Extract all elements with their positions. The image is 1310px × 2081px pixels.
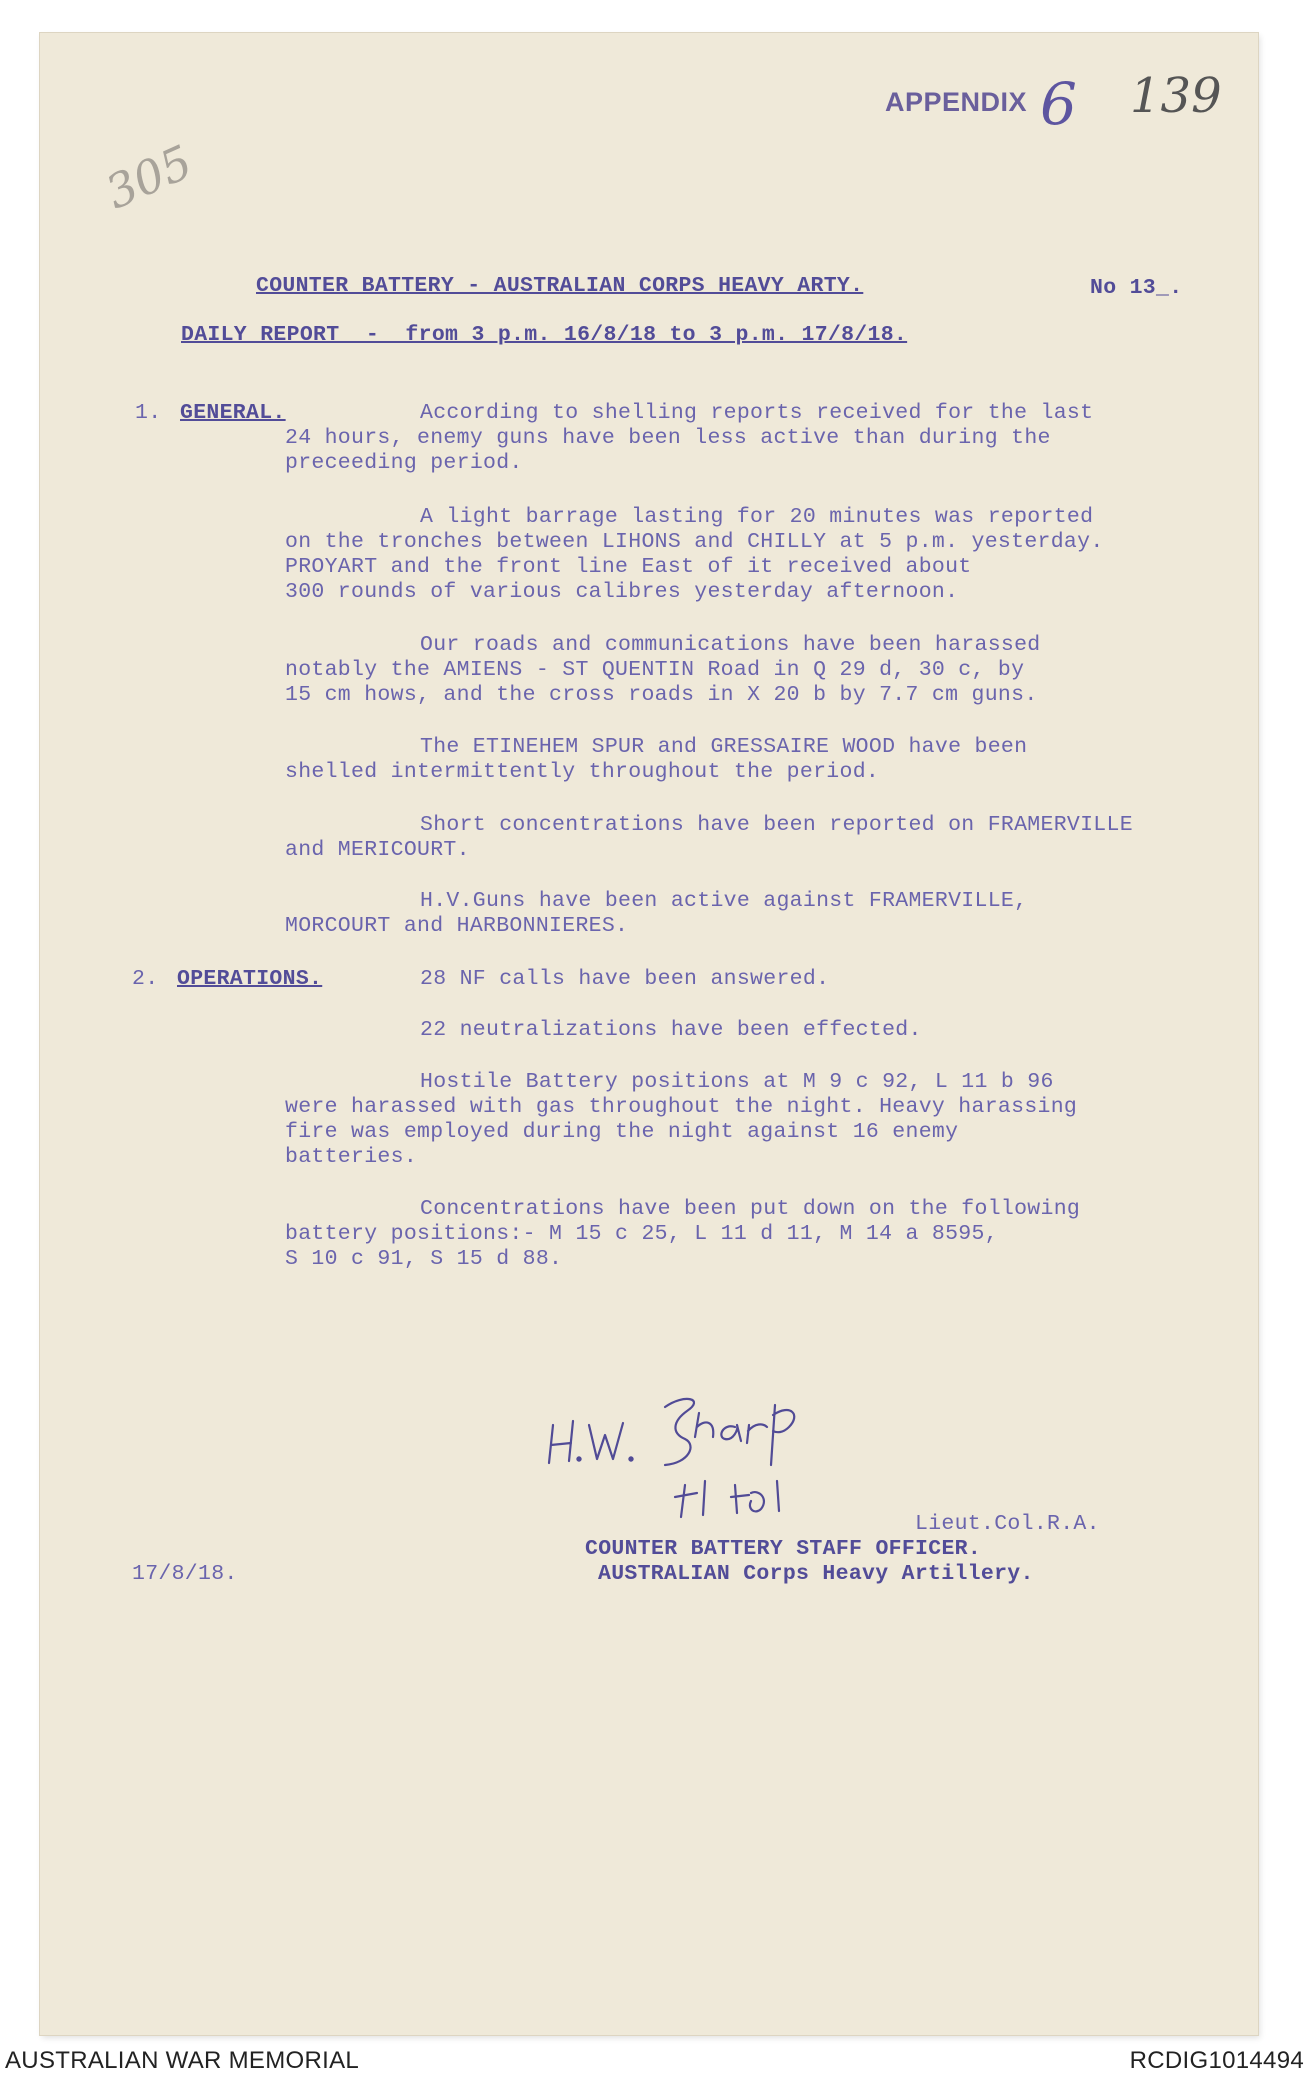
- signer-unit: AUSTRALIAN Corps Heavy Artillery.: [598, 1562, 1034, 1586]
- text-line: S 10 c 91, S 15 d 88.: [285, 1247, 563, 1271]
- report-title: COUNTER BATTERY - AUSTRALIAN CORPS HEAVY ARTY.: [256, 274, 864, 298]
- text-line: The ETINEHEM SPUR and GRESSAIRE WOOD have been: [420, 735, 1028, 759]
- text-line: Hostile Battery positions at M 9 c 92, L 11 b 96: [420, 1070, 1054, 1094]
- report-period: DAILY REPORT - from 3 p.m. 16/8/18 to 3 p.m. 17/8/18.: [181, 323, 908, 347]
- text-line: H.V.Guns have been active against FRAMERVILLE,: [420, 889, 1028, 913]
- text-line: and MERICOURT.: [285, 838, 470, 862]
- section-number: 2.: [132, 967, 159, 991]
- text-line: A light barrage lasting for 20 minutes was reported: [420, 505, 1094, 529]
- handwritten-signature: [545, 1385, 845, 1525]
- appendix-number: 6: [1040, 70, 1077, 138]
- text-line: 15 cm hows, and the cross roads in X 20 b by 7.7 cm guns.: [285, 683, 1038, 707]
- archive-credit: AUSTRALIAN WAR MEMORIAL: [5, 2047, 360, 2074]
- archive-id: RCDIG1014494: [1129, 2047, 1304, 2074]
- text-line: notably the AMIENS - ST QUENTIN Road in Q 29 d, 30 c, by: [285, 658, 1025, 682]
- text-line: PROYART and the front line East of it received about: [285, 555, 972, 579]
- text-line: shelled intermittently throughout the period.: [285, 760, 880, 784]
- section-number: 1.: [135, 401, 162, 425]
- text-line: 28 NF calls have been answered.: [420, 967, 830, 991]
- section-heading-general: GENERAL.: [180, 401, 286, 425]
- appendix-label: APPENDIX: [885, 87, 1028, 117]
- pencil-note: 305: [97, 134, 200, 220]
- section-heading-operations: OPERATIONS.: [177, 967, 323, 991]
- text-line: Short concentrations have been reported on FRAMERVILLE: [420, 813, 1133, 837]
- folio-number: 139: [1130, 68, 1222, 124]
- text-line: Our roads and communications have been harassed: [420, 633, 1041, 657]
- text-line: batteries.: [285, 1145, 418, 1169]
- text-line: According to shelling reports received for the last: [420, 401, 1094, 425]
- signer-rank: Lieut.Col.R.A.: [915, 1512, 1100, 1536]
- text-line: MORCOURT and HARBONNIERES.: [285, 914, 629, 938]
- text-line: 22 neutralizations have been effected.: [420, 1018, 922, 1042]
- text-line: were harassed with gas throughout the night. Heavy harassing: [285, 1095, 1078, 1119]
- text-line: on the tronches between LIHONS and CHILLY at 5 p.m. yesterday.: [285, 530, 1104, 554]
- text-line: Concentrations have been put down on the following: [420, 1197, 1081, 1221]
- text-line: battery positions:- M 15 c 25, L 11 d 11, M 14 a 8595,: [285, 1222, 998, 1246]
- text-line: 24 hours, enemy guns have been less active than during the: [285, 426, 1051, 450]
- text-line: fire was employed during the night against 16 enemy: [285, 1120, 959, 1144]
- report-date: 17/8/18.: [132, 1562, 238, 1586]
- text-line: 300 rounds of various calibres yesterday afternoon.: [285, 580, 959, 604]
- report-number: No 13_.: [1090, 276, 1183, 300]
- text-line: preceeding period.: [285, 451, 523, 475]
- signer-role: COUNTER BATTERY STAFF OFFICER.: [585, 1537, 982, 1561]
- appendix-stamp: [885, 87, 1027, 118]
